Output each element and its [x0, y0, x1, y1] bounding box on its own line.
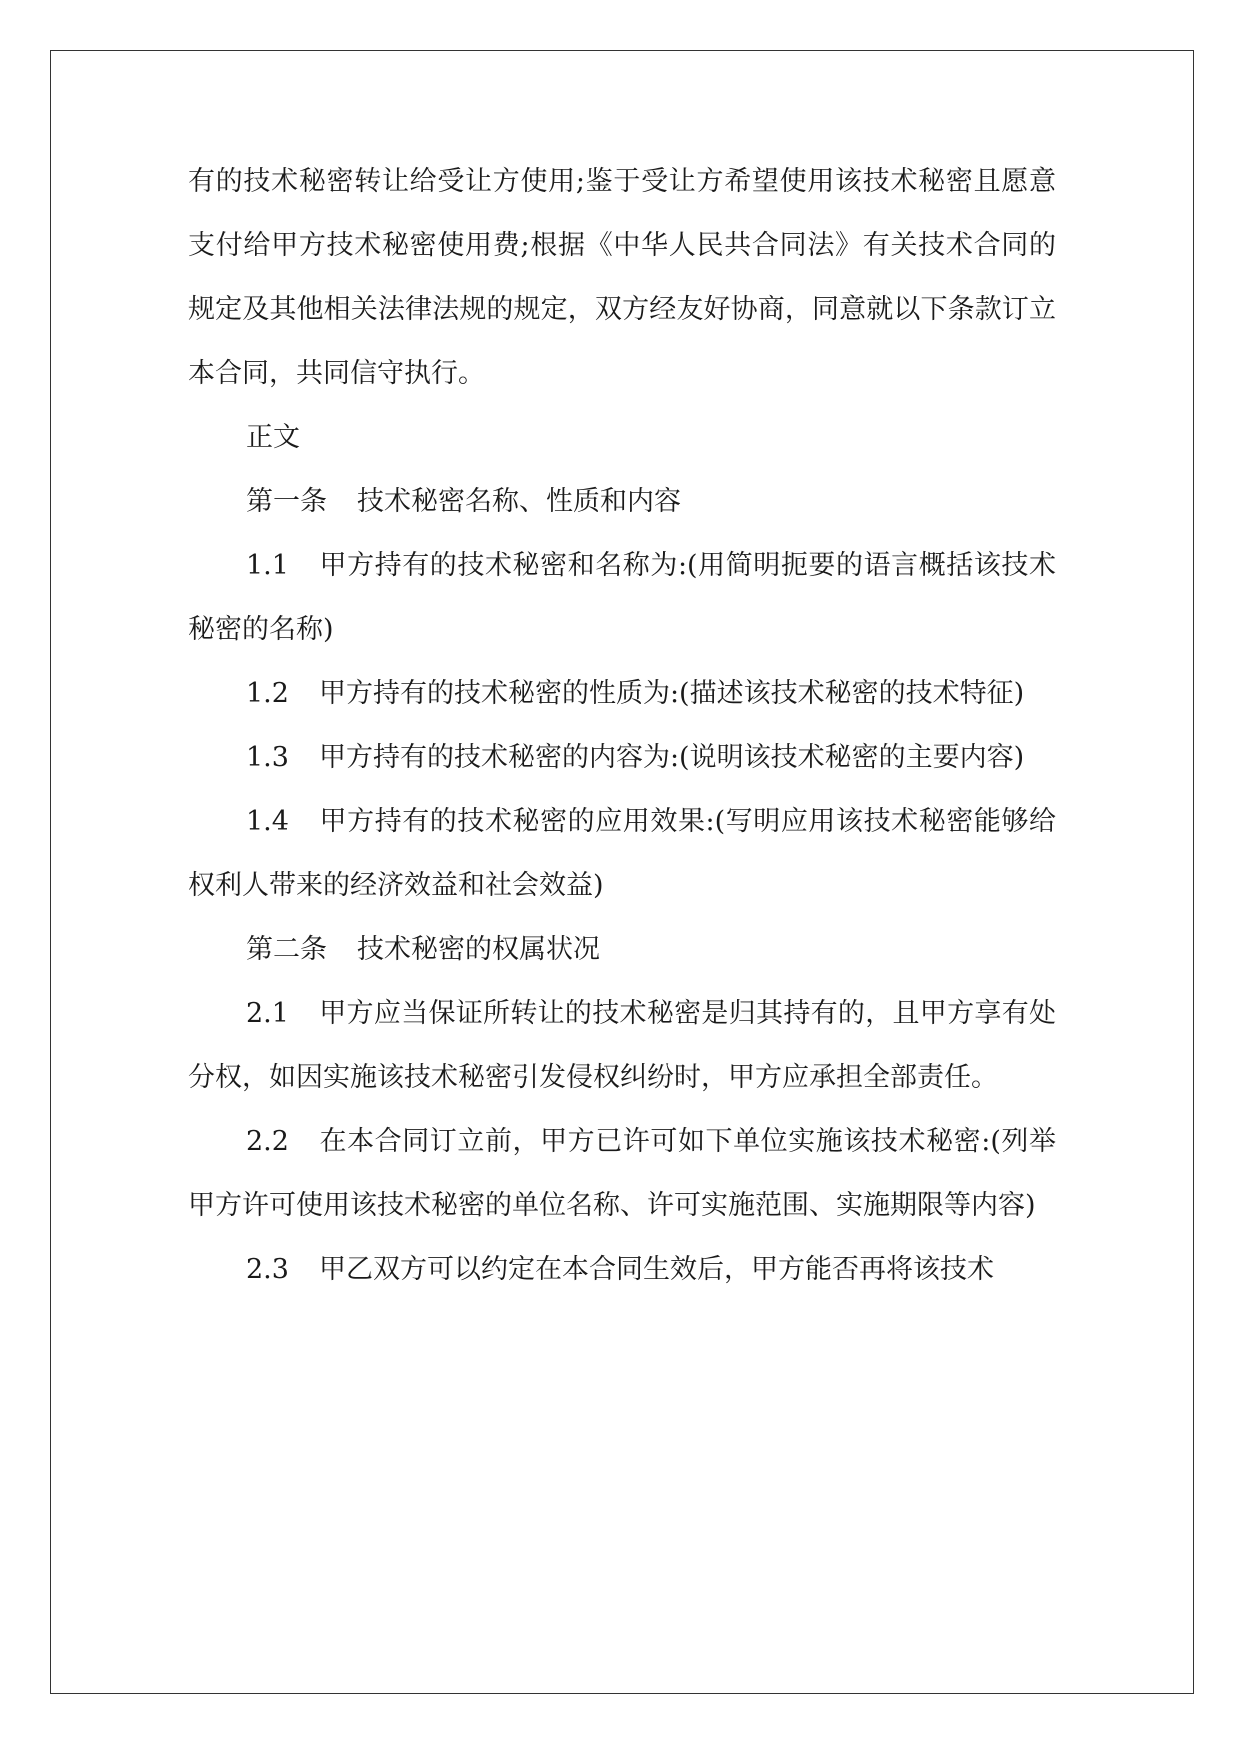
- clause-2-2: [188, 1110, 1056, 1238]
- clause-number: 1.2: [246, 678, 289, 709]
- clause-text: 甲方持有的技术秘密的应用效果:(写明应用该技术秘密能够给权利人带来的经济效益和社会效益): [188, 806, 1056, 901]
- clause-2-1: [188, 982, 1056, 1110]
- article-1-heading: [188, 470, 1056, 534]
- clause-2-3: [188, 1238, 1056, 1302]
- clause-number: 1.1: [246, 550, 289, 581]
- clause-1-3: [188, 726, 1056, 790]
- clause-text: 甲乙双方可以约定在本合同生效后，甲方能否再将该技术: [318, 1254, 994, 1285]
- clause-1-2: [188, 662, 1056, 726]
- article-title: 技术秘密名称、性质和内容: [357, 486, 681, 517]
- clause-number: 2.3: [246, 1254, 289, 1285]
- clause-1-4: [188, 790, 1056, 918]
- article-number: 第一条: [246, 486, 327, 517]
- clause-text: 甲方持有的技术秘密的内容为:(说明该技术秘密的主要内容): [318, 742, 1025, 773]
- article-2-heading: [188, 918, 1056, 982]
- clause-number: 1.4: [246, 806, 289, 837]
- clause-1-1: [188, 534, 1056, 662]
- heading-main-text: 正文: [246, 422, 300, 453]
- clause-number: 1.3: [246, 742, 289, 773]
- clause-number: 2.2: [246, 1126, 289, 1157]
- article-number: 第二条: [246, 934, 327, 965]
- document-body: [188, 150, 1056, 1302]
- article-title: 技术秘密的权属状况: [357, 934, 600, 965]
- clause-text: 在本合同订立前，甲方已许可如下单位实施该技术秘密:(列举甲方许可使用该技术秘密的单位名称、许可实施范围、实施期限等内容): [188, 1126, 1056, 1221]
- paragraph-intro: 有的技术秘密转让给受让方使用;鉴于受让方希望使用该技术秘密且愿意支付给甲方技术秘密使用费;根据《中华人民共合同法》有关技术合同的规定及其他相关法律法规的规定，双方经友好协商，同意就以下条款订立本合同，共同信守执行。: [188, 166, 1056, 389]
- clause-text: 甲方持有的技术秘密和名称为:(用简明扼要的语言概括该技术秘密的名称): [188, 550, 1056, 645]
- clause-text: 甲方持有的技术秘密的性质为:(描述该技术秘密的技术特征): [318, 678, 1025, 709]
- clause-text: 甲方应当保证所转让的技术秘密是归其持有的，且甲方享有处分权，如因实施该技术秘密引发侵权纠纷时，甲方应承担全部责任。: [188, 998, 1056, 1093]
- clause-number: 2.1: [246, 998, 289, 1029]
